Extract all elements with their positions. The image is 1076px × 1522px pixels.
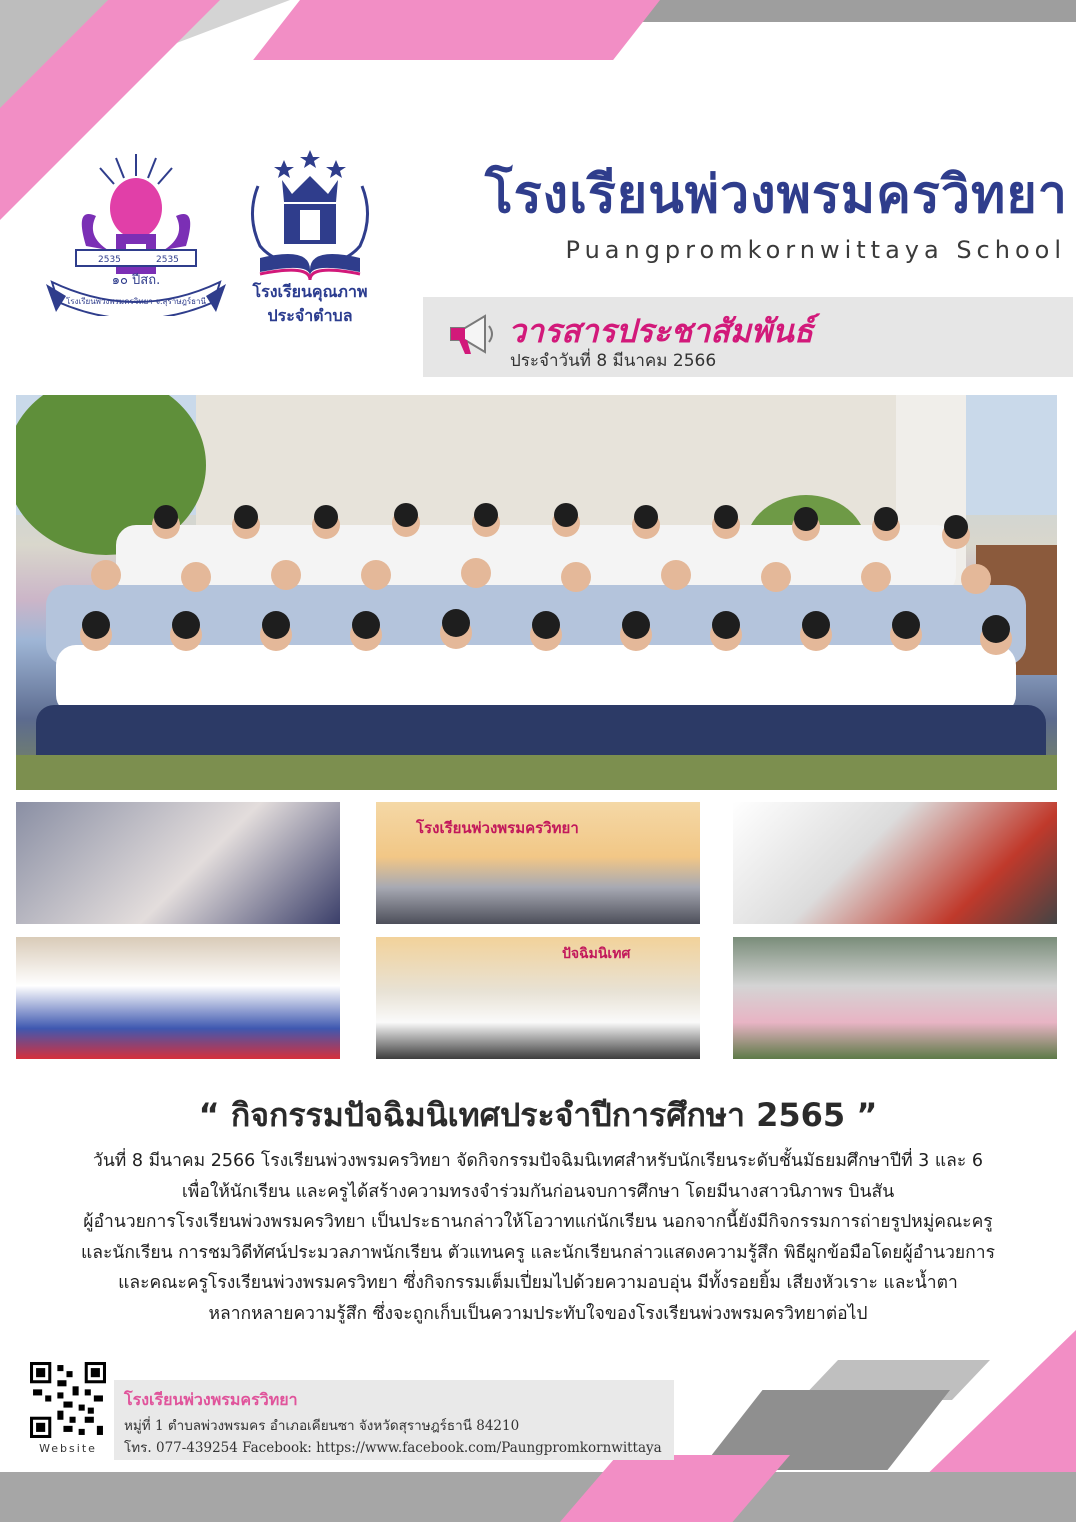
article-line: และนักเรียน การชมวิดีทัศน์ประมวลภาพนักเรียน ตัวแทนครู และนักเรียนกล่าวแสดงความรู้สึก พิธีผูกข้อมือโดยผู้อำนวยการ — [81, 1242, 995, 1263]
main-group-photo — [16, 395, 1057, 790]
photo-hall-banner-text: ปัจฉิมนิเทศ — [562, 946, 631, 962]
article-line: ผู้อำนวยการโรงเรียนพ่วงพรมครวิทยา เป็นประธานกล่าวให้โอวาทแก่นักเรียน นอกจากนี้ยังมีกิจกรรมการถ่ายรูปหมู่คณะครู — [83, 1212, 993, 1232]
seal-ribbon-text: โรงเรียนพ่วงพรมครวิทยา จ.สุราษฎร์ธานี — [65, 297, 207, 306]
photo-wrist-tying — [16, 802, 340, 924]
school-name-english: Puangpromkornwittaya School — [565, 236, 1066, 264]
quality-school-caption-line1: โรงเรียนคุณภาพ — [252, 282, 368, 301]
seal-year-right: 2535 — [156, 255, 179, 265]
footer-school-name: โรงเรียนพ่วงพรมครวิทยา — [124, 1390, 298, 1409]
article-line: หลากหลายความรู้สึก ซึ่งจะถูกเก็บเป็นความประทับใจของโรงเรียนพ่วงพรมครวิทยาต่อไป — [208, 1303, 868, 1324]
seal-year-left: 2535 — [98, 255, 121, 265]
megaphone-icon — [445, 308, 497, 360]
article-line: เพื่อให้นักเรียน และครูได้สร้างความทรงจำร่วมกันก่อนจบการศึกษา โดยมีนางสาวนิภาพร บินสัน — [181, 1181, 895, 1202]
quality-school-caption-line2: ประจำตำบล — [267, 306, 353, 325]
bottom-gray-band — [0, 1472, 1076, 1522]
article-line: และคณะครูโรงเรียนพ่วงพรมครวิทยา ซึ่งกิจกรรมเต็มเปี่ยมไปด้วยความอบอุ่น มีทั้งรอยยิ้ม เสียงหัวเราะ และน้ำตา — [118, 1273, 958, 1293]
quality-school-caption — [230, 280, 390, 328]
school-name-thai: โรงเรียนพ่วงพรมครวิทยา — [484, 165, 1068, 225]
seal-anniversary: ๑๐ ปีสถ. — [111, 273, 161, 288]
school-seal-logo — [46, 146, 226, 316]
photo-hall-ceremony — [376, 937, 700, 1059]
photo-banner-text: โรงเรียนพ่วงพรมครวิทยา — [416, 819, 579, 837]
journal-date: ประจำวันที่ 8 มีนาคม 2566 — [510, 351, 717, 371]
footer-address: หมู่ที่ 1 ตำบลพ่วงพรมคร อำเภอเคียนซา จังหวัดสุราษฎร์ธานี 84210 — [124, 1418, 520, 1434]
photo-emotional-moment — [733, 802, 1057, 924]
qr-code-icon[interactable] — [30, 1362, 106, 1438]
photo-director-speech — [376, 802, 700, 924]
photo-students-sashes — [16, 937, 340, 1059]
photo-outdoor-group — [733, 937, 1057, 1059]
article-headline: “ กิจกรรมปัจฉิมนิเทศประจำปีการศึกษา 2565 ” — [198, 1096, 878, 1134]
journal-title: วารสารประชาสัมพันธ์ — [508, 312, 814, 350]
article-line: วันที่ 8 มีนาคม 2566 โรงเรียนพ่วงพรมครวิทยา จัดกิจกรรมปัจฉิมนิเทศสำหรับนักเรียนระดับชั้นมัธยมศึกษาปีที่ 3 และ 6 — [93, 1151, 983, 1171]
footer-contact[interactable]: โทร. 077-439254 Facebook: https://www.facebook.com/Paungpromkornwittaya — [124, 1440, 662, 1456]
qr-label: Website — [39, 1442, 97, 1455]
article-body — [20, 1146, 1056, 1329]
top-pink-band — [253, 0, 660, 60]
